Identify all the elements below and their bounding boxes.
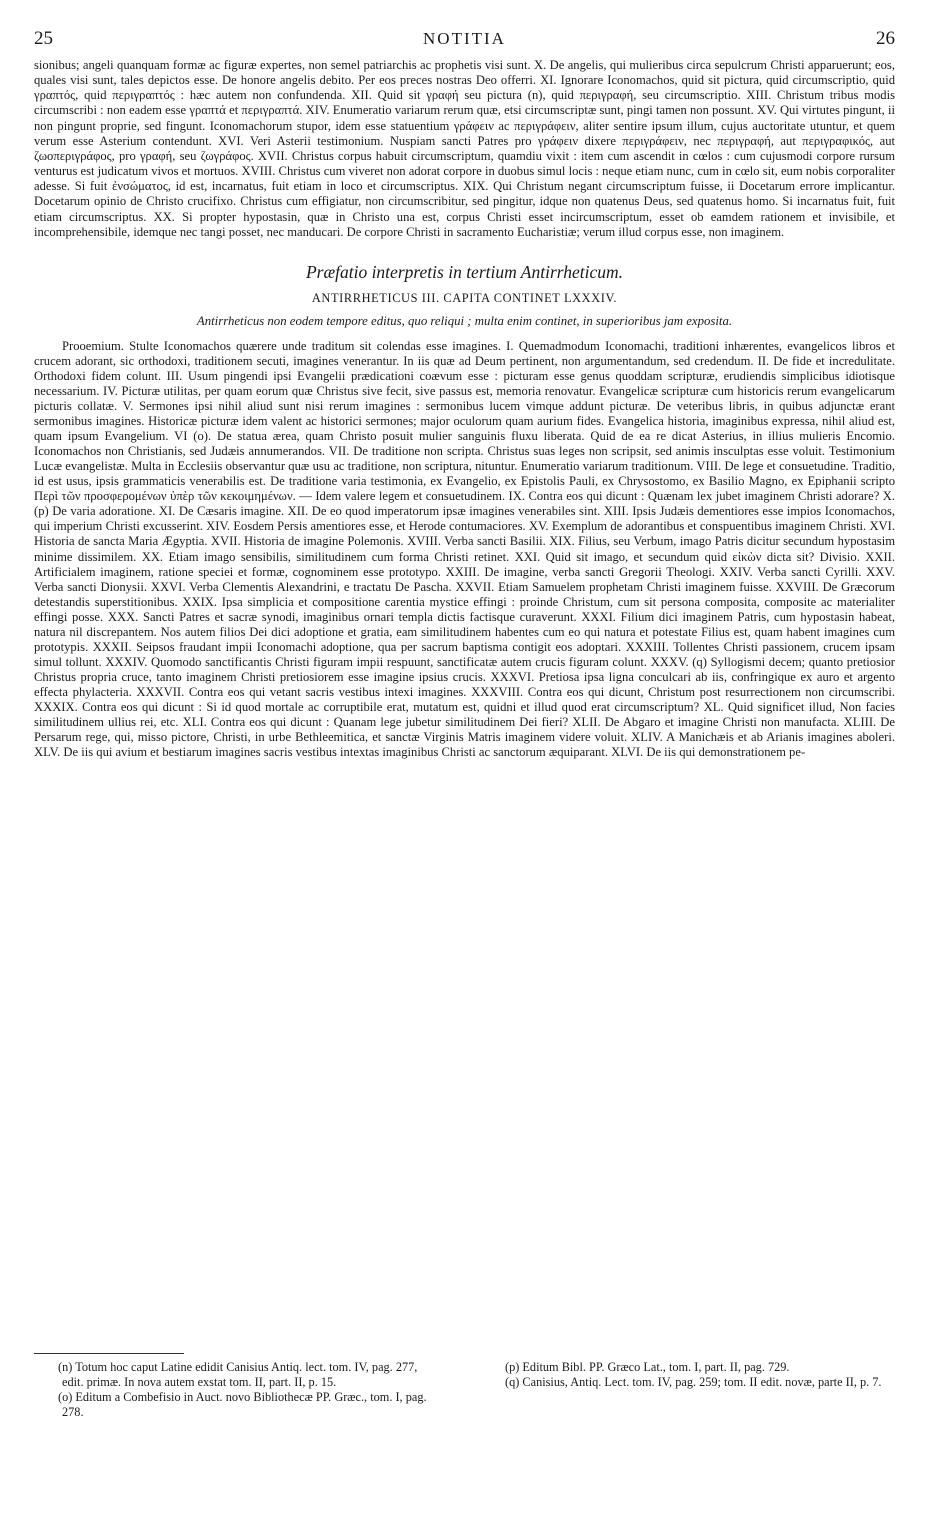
chapter-summary-text: Prooemium. Stulte Iconomachos quærere unde traditum sit colendas esse imagines. I. Quemadmodum Iconomachi, traditioni inhærentes, evangelicos libros et crucem adorant, sic orthodoxi, traditionem secuti, imagines venerantur. In iis quæ ad Deum pertinent, non argumentandum, sed credendum. II. De fide et incredulitate. Orthodoxi fidem colunt. III. Usum pingendi ipsi Evangelii prædicationi coævum esse : picturam esse genus quoddam scripturæ, erudiendis simplicibus idiotisque necessarium. IV. Picturæ utilitas, per quam eorum quæ Christus sive fecit, sive passus est, memoria renovatur. Evangelicæ scripturæ cum historicis rerum evangelicarum picturis collatæ. V. Sermones ipsi nihil aliud sunt nisi rerum imagines : sermonibus lucem vimque addunt picturæ. De veteribus libris, in quibus adjunctæ erant sermonibus imagines. Historicæ picturæ idem valent ac historici sermones; major oculorum quam aurium fides. Evangelica historia, imaginibus expressa, nihil aliud est, quam ipsum Evangelium. VI (o). De statua ærea, quam Christo posuit mulier sanguinis fluxu liberata. Quid de ea re dicat Asterius, in illius mulieris Encomio. Iconomachos non Christianis, sed Judæis annumerandos. VII. De traditione non scripta. Christus suas leges non scripsit, sed animis insculptas esse voluit. Testimonium Lucæ evangelistæ. Multa in Ecclesiis observantur quæ usu ac traditione, non scriptura, nituntur. Enumeratio variarum traditionum. VIII. De lege et consuetudine. Traditio, id est usus, ipsis grammaticis venerabilis est. De traditione varia testimonia, ex Evangelio, ex Epistolis Pauli, ex Chrysostomo, ex Basilio Magno, ex Epiphanii scripto Περὶ τῶν προσφερομένων ὑπὲρ τῶν κεκοιμημένων. — Idem valere legem et consuetudinem. IX. Contra eos qui dicunt : Quænam lex jubet imaginem Christi adorare? X. (p) De varia adoratione. XI. De Cæsaris imagine. XII. De eo quod imperatorum ipsæ imagines venerabiles sint. XIII. Ipsis Judæis dementiores esse impios Iconomachos, qui imperium Christi excusserint. XIV. Eosdem Persis amentiores esse, et Herode contumaciores. XV. Exemplum de adorantibus et conspuentibus imaginem Christi. XVI. Historia de sancta Maria Ægyptia. XVII. Historia de imagine Polemonis. XVIII. Verba sancti Basilii. XIX. Filius, seu Verbum, imago Patris dicitur secundum hypostasim minime dissimilem. XX. Etiam imago sensibilis, similitudinem cum forma Christi retinet. XXI. Quid sit imago, et secundum quid εἰκὼν dicta sit? Divisio. XXII. Artificialem imaginem, ratione speciei et formæ, cognominem esse prototypo. XXIII. De imagine, verba sancti Gregorii Theologi. XXIV. Verba sancti Cyrilli. XXV. Verba sancti Dionysii. XXVI. Verba Clementis Alexandrini, e tractatu De Pascha. XXVII. Etiam Samuelem prophetam Christi imaginem fuisse. XXVIII. De Græcorum detestandis superstitionibus. XXIX. Ipsa simplicia et compositione carentia mystice effingi : proinde Christum, cum sit persona composita, composite ac materialiter effingi posse. XXX. Sancti Patres et sacræ synodi, imaginibus ornari templa dictis factisque curaverunt. XXXI. Filium dici imaginem Patris, cum hypostasin habeat, natura nil discrepantem. Nos autem filios Dei dici adoptione et gratia, eam similitudinem habentes cum eo qui natura et potestate Filius est, quam habent imagines cum prototypis. XXXII. Seipsos fraudant impii Iconomachi adoptione, qua per sacrum baptisma contigit eos adoptari. XXXIII. Tollentes Christi passionem, crucem ipsam simul tollunt. XXXIV. Quomodo sanctificantis Christi figuram impii respuunt, sanctificatæ autem crucis figuram colunt. XXXV. (q) Syllogismi decem; quanto pretiosior Christus propria cruce, tanto imaginem Christi pretiosiorem esse imagine ipsius crucis. XXXVI. Pretiosa ipsa ligna conculcari ab iis, confringique ex auro et argento effecta phylacteria. XXXVII. Contra eos qui vetant sacris vestibus intexi imagines. XXXVIII. Contra eos qui dicunt, Christum post resurrectionem non circumscribi. XXXIX. Contra eos qui dicunt : Si id quod mortale ac corruptibile erat, mutatum est, quidni et illud quod erat circumscriptum? XL. Quid significet illud, Non facies similitudinem ullius rei, etc. XLI. Contra eos qui dicunt : Quanam lege jubetur similitudinem Dei fieri? XLII. De Abgaro et imagine Christi non manufacta. XLIII. De Persarum rege, qui, misso pictore, Christi, in urbe Bethleemitica, et sanctæ Virginis Matris imaginem videre voluit. XLIV. A Manichæis et ab Arianis imagines aboleri. XLV. De iis qui avium et bestiarum imagines sacris vestibus intextas imaginibus Christi ac sanctorum æquiparant. XLVI. De iis qui demonstrationem pe- — [34, 338, 895, 760]
running-header — [34, 28, 895, 58]
footnote-divider — [34, 1353, 184, 1354]
footnote-o: (o) Editum a Combefisio in Auct. novo Bibliothecæ PP. Græc., tom. I, pag. 278. — [58, 1390, 427, 1419]
continued-text: sionibus; angeli quanquam formæ ac figuræ expertes, non semel patriarchis ac prophetis visi sunt. X. De angelis, qui mulieribus circa sepulcrum Christi apparuerunt; eos, quales visi sunt, tales depictos esse. De honore angelis debito. Per eos preces nostras Deo offerri. XI. Ignorare Iconomachos, quid sit pictura, quid circumscriptio, quid γραπτός, quid περιγραπτός : hæc autem non confundenda. XII. Quid sit γραφή seu pictura (n), quid περιγραφή, seu circumscriptio. XIII. Christum tribus modis circumscribi : non eadem esse γραπτά et περιγραπτά. XIV. Enumeratio variarum rerum quæ, etsi circumscriptæ sunt, pingi tamen non possunt. XV. Qui virtutes pingunt, ii non pingunt proprie, sed fingunt. Iconomachorum stupor, idem esse statuentium γράφειν ac περιγράφειν, aliter sentire ipsum illum, cujus auctoritate utuntur, et quem verum esse Asterium contendunt. XVI. Veri Asterii testimonium. Nuspiam sancti Patres pro γράφειν dixere περιγράφειν, nec περιγραφή, aut περιγραφικός, aut ζωοπεριγράφος, pro γραφή, seu ζωγράφος. XVII. Christus corpus habuit circumscriptum, quamdiu vixit : item cum ascendit in cœlos : cum cujusmodi corpore rursum venturus est judicatum vivos et mortuos. XVIII. Christus cum viveret non adorat corpore in duobus simul locis : neque etiam nunc, cum in cœlo sit, eum nobis corporaliter adesse. Si fuit ἐνσώματος, id est, incarnatus, fuit etiam in loco et circumscriptus. XIX. Qui Christum negant circumscriptum fuisse, ii Docetarum errore implicantur. Docetarum opinio de Christo crucifixo. Christus cum effigiatur, non circumscribitur, sed pingitur, idque non quatenus Deus, sed quatenus homo. Si incarnatus fuit, fuit etiam circumscriptus. XX. Si propter hypostasin, quæ in Christo una est, corpus Christi esset incircumscriptum, esset ob eamdem rationem et invisibile, et incomprehensibile, idemque nec tangi posset, nec manducari. De corpore Christi in sacramento Eucharistiæ; verum illud corpus esse, non imaginem. — [34, 58, 895, 239]
section-subtitle: Antirrheticus non eodem tempore editus, quo reliqui ; multa enim continet, in superioribus jam exposita. — [196, 313, 733, 328]
footnote-q: (q) Canisius, Antiq. Lect. tom. IV, pag. 259; tom. II edit. novæ, parte II, p. 7. — [505, 1375, 882, 1389]
footnotes-right-column — [505, 1360, 887, 1420]
footnotes — [58, 1360, 887, 1420]
chapter-heading: ANTIRRHETICUS III. CAPITA CONTINET LXXXIV. — [311, 290, 618, 305]
footnote-p: (p) Editum Bibl. PP. Græco Lat., tom. I, part. II, pag. 729. — [505, 1360, 790, 1374]
page-number-right: 26 — [875, 28, 895, 49]
footnotes-left-column — [58, 1360, 440, 1420]
page-number-left: 25 — [34, 28, 53, 49]
continued-chapter-list — [34, 58, 895, 240]
footnote-n: (n) Totum hoc caput Latine edidit Canisius Antiq. lect. tom. IV, pag. 277, edit. primæ. In nova autem exstat tom. II, part. II, p. 15. — [58, 1360, 418, 1389]
section-title: Præfatio interpretis in tertium Antirrheticum. — [305, 261, 624, 282]
running-title: NOTITIA — [423, 29, 506, 48]
